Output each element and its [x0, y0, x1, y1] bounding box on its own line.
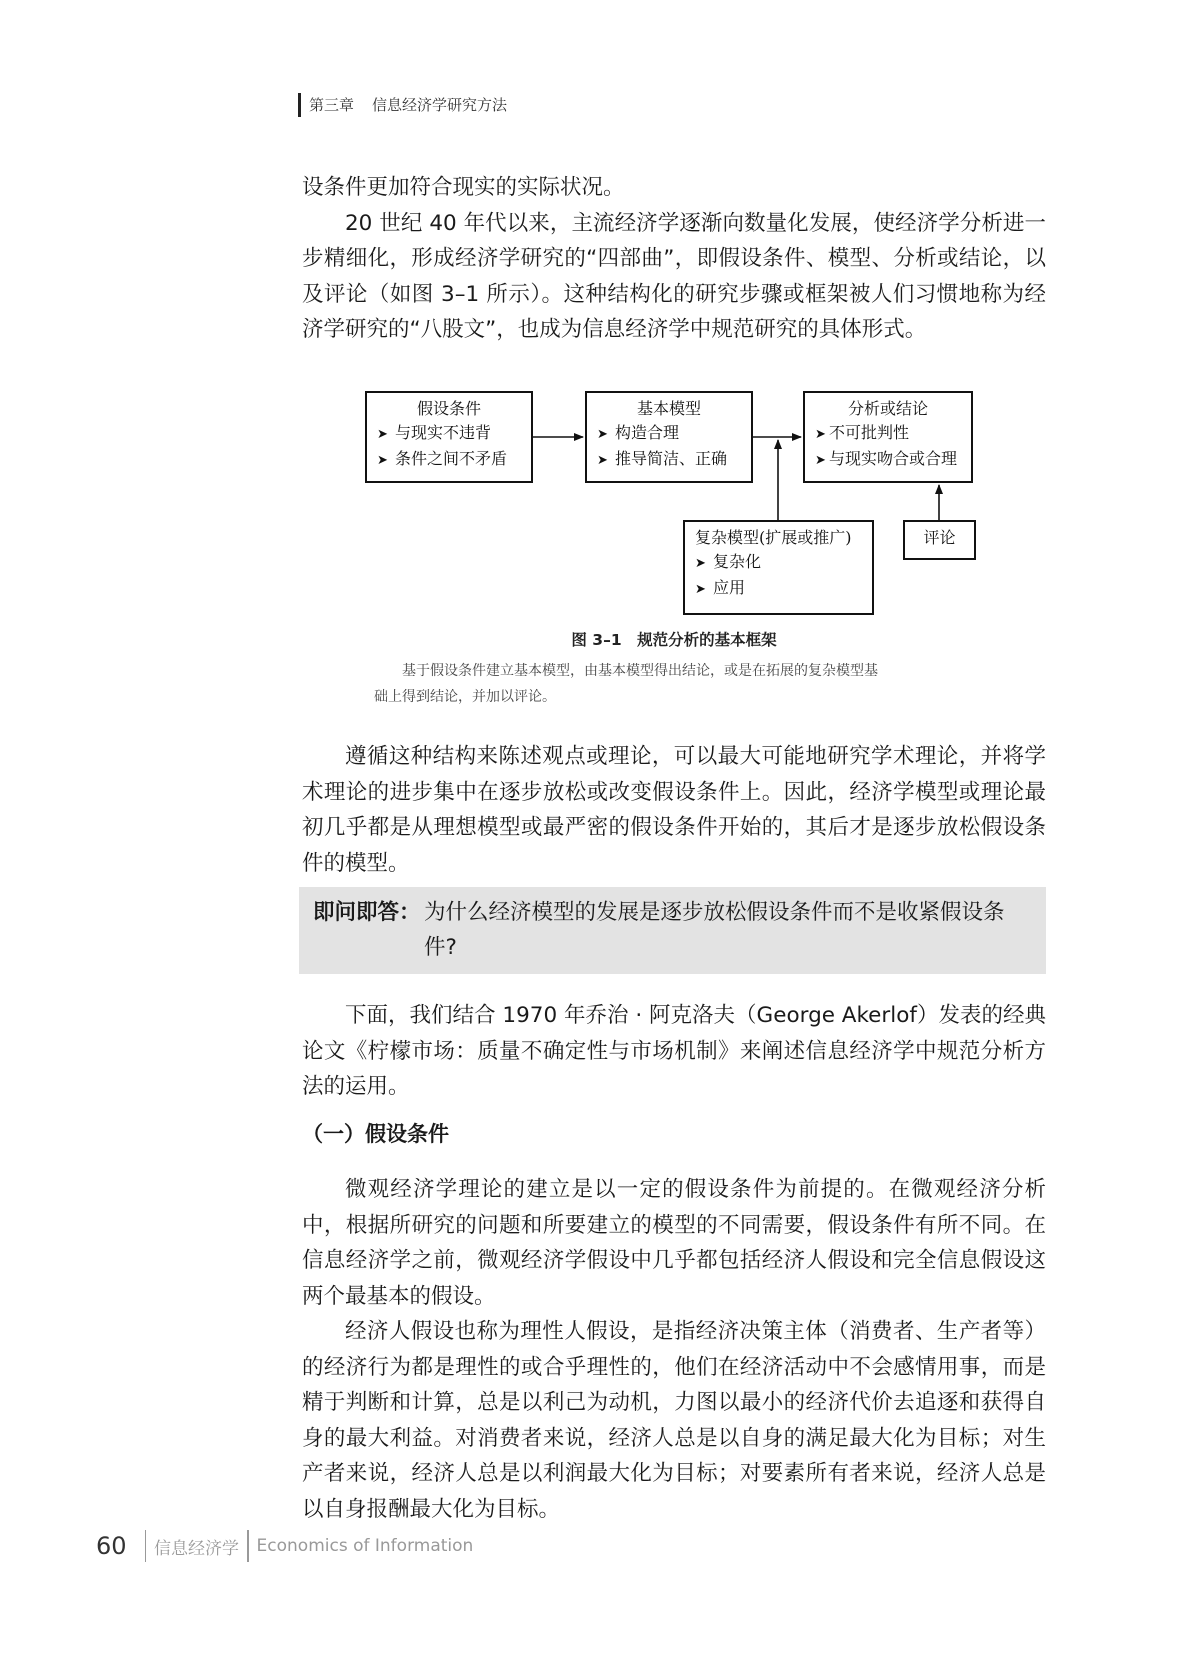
- bullet-arrow-icon: ➤: [597, 453, 608, 468]
- running-header: [298, 93, 507, 117]
- body-text-top: [302, 170, 1046, 348]
- box-title: 复杂模型(扩展或推广): [695, 528, 852, 547]
- box-review: [903, 520, 976, 560]
- footer-book-title-en: Economics of Information: [256, 1536, 474, 1556]
- box-item: ➤ 复杂化: [695, 550, 862, 576]
- bullet-arrow-icon: ➤: [377, 453, 388, 468]
- page-number: 60: [96, 1532, 127, 1560]
- bullet-arrow-icon: ➤: [815, 427, 826, 442]
- box-basic-model: [585, 391, 753, 483]
- bullet-arrow-icon: ➤: [695, 556, 706, 571]
- page-footer: [96, 1530, 473, 1562]
- chapter-title: 信息经济学研究方法: [372, 96, 508, 114]
- paragraph: 下面，我们结合 1970 年乔治 · 阿克洛夫（George Akerlof）发表的经典论文《柠檬市场：质量不确定性与市场机制》来阐述信息经济学中规范分析方法的运用。: [302, 1003, 1046, 1099]
- box-complex-model: [683, 520, 874, 615]
- body-text-middle: [302, 739, 1046, 881]
- footer-divider: [247, 1530, 249, 1562]
- caption-line: 础上得到结论，并加以评论。: [374, 689, 556, 705]
- paragraph: 遵循这种结构来陈述观点或理论，可以最大可能地研究学术理论，并将学术理论的进步集中在逐步放松或改变假设条件上。因此，经济学模型或理论最初几乎都是从理想模型或最严密的假设条件开始的，其后才是逐步放松假设条件的模型。: [302, 744, 1046, 876]
- quick-question-box: [299, 887, 1046, 974]
- box-item: ➤ 与现实吻合或合理: [815, 447, 961, 473]
- bullet-arrow-icon: ➤: [597, 427, 608, 442]
- paragraph: 微观经济学理论的建立是以一定的假设条件为前提的。在微观经济分析中，根据所研究的问题和所要建立的模型的不同需要，假设条件有所不同。在信息经济学之前，微观经济学假设中几乎都包括经济人假设和完全信息假设这两个最基本的假设。: [302, 1177, 1046, 1309]
- body-text-akerlof: [302, 998, 1046, 1105]
- figure-caption-title: 图 3–1 规范分析的基本框架: [571, 631, 777, 649]
- footer-book-title-cn: 信息经济学: [154, 1538, 240, 1559]
- box-item: ➤ 推导简洁、正确: [597, 447, 741, 473]
- box-analysis-result: [803, 391, 973, 483]
- framework-diagram: [365, 391, 985, 621]
- bullet-arrow-icon: ➤: [815, 453, 826, 468]
- box-item: ➤ 构造合理: [597, 421, 741, 447]
- box-title: 基本模型: [636, 399, 701, 418]
- box-item: ➤ 条件之间不矛盾: [377, 447, 521, 473]
- box-item: ➤ 不可批判性: [815, 421, 961, 447]
- paragraph: 设条件更加符合现实的实际状况。: [302, 175, 625, 200]
- quick-question-text: 为什么经济模型的发展是逐步放松假设条件而不是收紧假设条件?: [424, 900, 1005, 960]
- body-text-bottom: [302, 1172, 1046, 1527]
- box-title: 评论: [923, 528, 956, 547]
- footer-divider: [145, 1530, 147, 1562]
- quick-question-label: 即问即答：: [313, 900, 421, 925]
- chapter-label: 第三章: [309, 96, 355, 114]
- box-title: 假设条件: [416, 399, 481, 418]
- box-item: ➤ 与现实不违背: [377, 421, 521, 447]
- paragraph: 经济人假设也称为理性人假设，是指经济决策主体（消费者、生产者等）的经济行为都是理性的或合乎理性的，他们在经济活动中不会感情用事，而是精于判断和计算，总是以利己为动机，力图以最小的经济代价去追逐和获得自身的最大利益。对消费者来说，经济人总是以自身的满足最大化为目标；对生产者来说，经济人总是以利润最大化为目标；对要素所有者来说，经济人总是以自身报酬最大化为目标。: [302, 1319, 1046, 1522]
- bullet-arrow-icon: ➤: [377, 427, 388, 442]
- paragraph: 20 世纪 40 年代以来，主流经济学逐渐向数量化发展，使经济学分析进一步精细化，形成经济学研究的“四部曲”，即假设条件、模型、分析或结论，以及评论（如图 3–1 所示）。这种结构化的研究步骤或框架被人们习惯地称为经济学研究的“八股文”，也成为信息经济学中规范研究的具体形式。: [302, 210, 1046, 342]
- box-assumptions: [365, 391, 533, 483]
- section-heading: （一）假设条件: [302, 1122, 449, 1146]
- bullet-arrow-icon: ➤: [695, 582, 706, 597]
- caption-line: 基于假设条件建立基本模型，由基本模型得出结论，或是在拓展的复杂模型基: [402, 663, 878, 679]
- box-title: 分析或结论: [847, 399, 928, 418]
- box-item: ➤ 应用: [695, 576, 862, 602]
- figure-caption-body: [374, 658, 984, 710]
